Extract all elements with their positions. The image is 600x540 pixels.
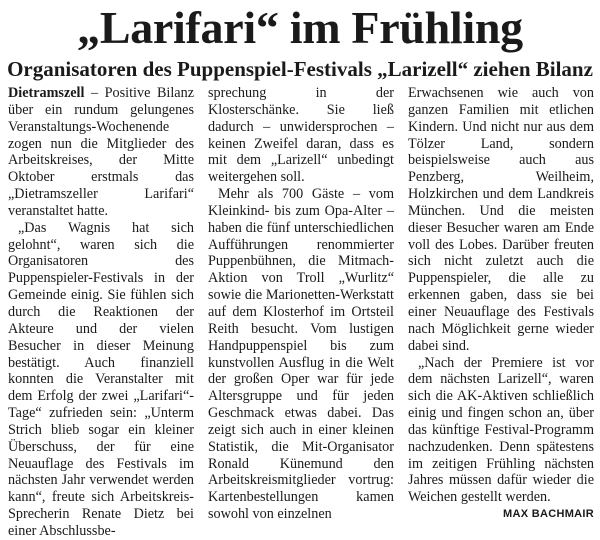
byline: MAX BACHMAIR bbox=[503, 508, 594, 521]
paragraph: sprechung in der Klosterschänke. Sie ließ dadurch – unwidersprochen – keinen Zweifel daran, dass es mit dem „Larizell“ unbedingt weitergehen soll. bbox=[208, 85, 394, 186]
dateline: Dietramszell bbox=[8, 85, 85, 101]
subheadline: Organisatoren des Puppenspiel-Festivals „Larizell“ ziehen Bilanz bbox=[7, 57, 593, 81]
paragraph bbox=[8, 85, 194, 220]
article-column-1 bbox=[8, 85, 194, 539]
article-column-2 bbox=[208, 85, 394, 523]
headline: „Larifari“ im Frühling bbox=[77, 2, 523, 53]
article-body bbox=[8, 85, 594, 539]
paragraph: „Das Wagnis hat sich gelohnt“, waren sich die Organisatoren des Puppenspieler-Festivals in der Gemeinde einig. Sie fühlen sich durch die Reaktionen der Akteure und der vielen Besucher in dieser Meinung bestätigt. Auch finanziell konnten die Veranstalter mit dem Erfolg der zwei „Larifari“-Tage“ zufrieden sein: „Unterm Strich blieb sogar ein kleiner Überschuss, der für eine Neuauflage des Festivals im nächsten Jahr verwendet werden kann“, freute sich Arbeitskreis-Sprecherin Renate Dietz bei einer Abschlussbe- bbox=[8, 219, 194, 539]
article-column-3 bbox=[408, 85, 594, 521]
paragraph-text: – Positive Bilanz über ein rundum gelungenes Veranstaltungs-Wochenende zogen nun die Mitglieder des Arbeitskreises, der Mitte Oktober erstmals das „Dietramszeller Larifari“ veranstaltet hatte. bbox=[8, 85, 194, 219]
paragraph: Mehr als 700 Gäste – vom Kleinkind- bis zum Opa-Alter – haben die fünf unterschiedlichen Aufführungen renommierter Puppenbühnen, die Mitmach-Aktion von Troll „Wurlitz“ sowie die Marionetten-Werkstatt auf dem Klosterhof im Ortsteil Reith besucht. Vom lustigen Handpuppenspiel bis zum kunstvollen Ausflug in die Welt der großen Oper war für jede Altersgruppe und für jeden Geschmack etwas dabei. Das zeigt sich auch in einer kleinen Statistik, die Mit-Organisator Ronald Künemund den Arbeitskreismitglieder vortrug: Kartenbestellungen kamen sowohl von einzelnen bbox=[208, 186, 394, 523]
paragraph: Erwachsenen wie auch von ganzen Familien mit etlichen Kindern. Und nicht nur aus dem Tölzer Land, sondern beispielsweise auch aus Penzberg, Weilheim, Holzkirchen und dem Landkreis München. Und die meisten dieser Besucher waren am Ende voll des Lobes. Darüber freuten sich nicht zuletzt auch die Puppenspieler, die alle zu erkennen gaben, dass sie bei einer Neuauflage des Festivals nach Möglichkeit gerne wieder dabei sind. bbox=[408, 85, 594, 354]
paragraph: „Nach der Premiere ist vor dem nächsten Larizell“, waren sich die AK-Aktiven schließlich einig und fingen schon an, über das künftige Festival-Programm nachzudenken. Denn spätestens im zeitigen Frühling nächsten Jahres müssen dafür wieder die Weichen gestellt werden. bbox=[408, 354, 594, 506]
